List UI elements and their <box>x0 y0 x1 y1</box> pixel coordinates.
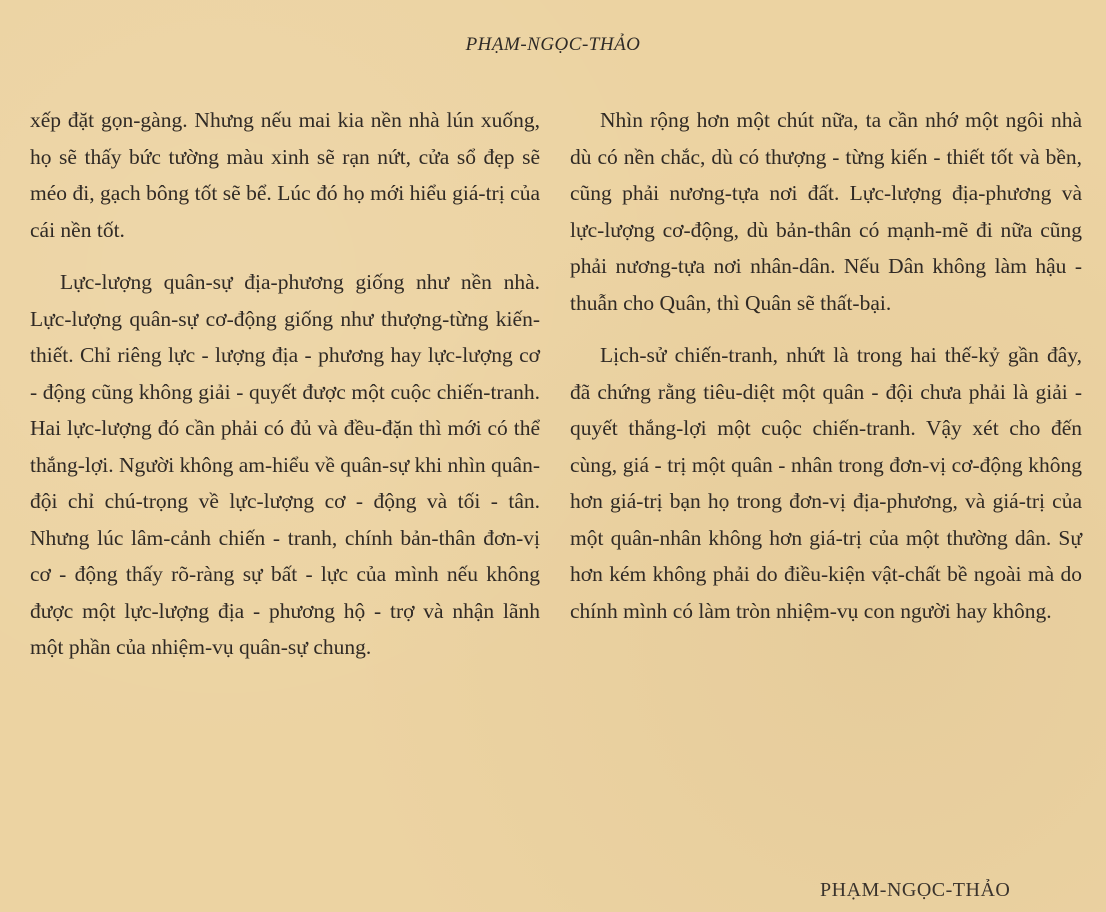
right-paragraph-2: Lịch-sử chiến-tranh, nhứt là trong hai thế-kỷ gần đây, đã chứng rằng tiêu-diệt một quân - đội chưa phải là giải - quyết thắng-lợi một cuộc chiến-tranh. Vậy xét cho đến cùng, giá - trị một quân - nhân trong đơn-vị cơ-động không hơn giá-trị bạn họ trong đơn-vị địa-phương, và giá-trị của một quân-nhân không hơn giá-trị của một thường dân. Sự hơn kém không phải do điều-kiện vật-chất bề ngoài mà do chính mình có làm tròn nhiệm-vụ con người hay không. <box>570 343 1082 623</box>
left-paragraph-2: Lực-lượng quân-sự địa-phương giống như nền nhà. Lực-lượng quân-sự cơ-động giống như thượng-từng kiến-thiết. Chỉ riêng lực - lượng địa - phương hay lực-lượng cơ - động cũng không giải - quyết được một cuộc chiến-tranh. Hai lực-lượng đó cần phải có đủ và đều-đặn thì mới có thể thắng-lợi. Người không am-hiểu về quân-sự khi nhìn quân-đội chỉ chú-trọng về lực-lượng cơ - động và tối - tân. Nhưng lúc lâm-cảnh chiến - tranh, chính bản-thân đơn-vị cơ - động thấy rõ-ràng sự bất - lực của mình nếu không được một lực-lượng địa - phương hộ - trợ và nhận lãnh một phần của nhiệm-vụ quân-sự chung. <box>30 270 540 659</box>
right-paragraph-1: Nhìn rộng hơn một chút nữa, ta cần nhớ một ngôi nhà dù có nền chắc, dù có thượng - từng kiến - thiết tốt và bền, cũng phải nương-tựa nơi đất. Lực-lượng địa-phương và lực-lượng cơ-động, dù bản-thân có mạnh-mẽ đi nữa cũng phải nương-tựa nơi nhân-dân. Nếu Dân không làm hậu - thuẫn cho Quân, thì Quân sẽ thất-bại. <box>570 108 1082 315</box>
left-column <box>30 102 540 682</box>
page-header: PHẠM-NGỌC-THẢO <box>465 34 641 55</box>
right-column <box>570 102 1082 645</box>
left-paragraph-1: xếp đặt gọn-gàng. Nhưng nếu mai kia nền nhà lún xuống, họ sẽ thấy bức tường màu xinh sẽ rạn nứt, cửa sổ đẹp sẽ méo đi, gạch bông tốt sẽ bể. Lúc đó họ mới hiểu giá-trị của cái nền tốt. <box>30 108 540 242</box>
author-signature: PHẠM-NGỌC-THẢO <box>820 879 1011 901</box>
